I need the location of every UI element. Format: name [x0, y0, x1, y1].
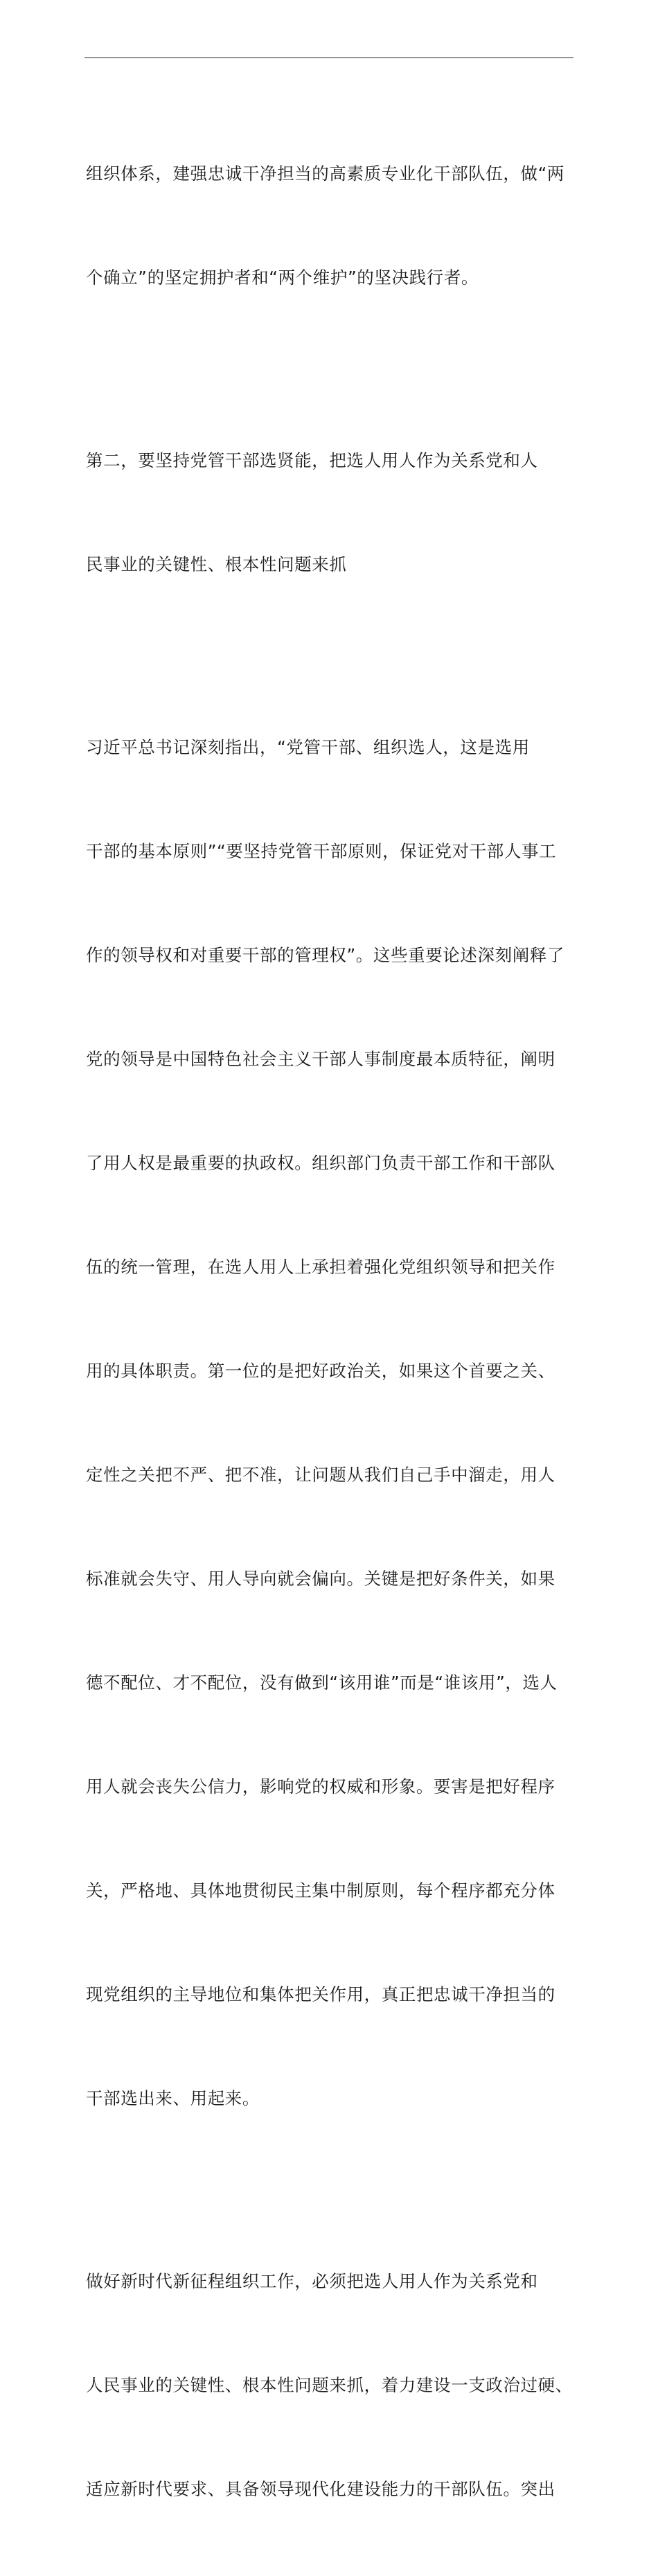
paragraph-2-heading	[86, 374, 573, 651]
text-line: 第二，要坚持党管干部选贤能，把选人用人作为关系党和人	[86, 450, 538, 470]
text-line: 适应新时代要求、具备领导现代化建设能力的干部队伍。突出	[86, 2479, 555, 2499]
text-line: 用人就会丧失公信力，影响党的权威和形象。要害是把好程序	[86, 1776, 555, 1797]
paragraph-1	[86, 87, 573, 364]
paragraph-gap	[86, 651, 573, 661]
text-line: 关，严格地、具体地贯彻民主集中制原则，每个程序都充分体	[86, 1880, 555, 1900]
text-line: 习近平总书记深刻指出，“党管干部、组织选人，这是选用	[86, 737, 530, 757]
text-line: 干部选出来、用起来。	[86, 2088, 260, 2108]
text-line: 用的具体职责。第一位的是把好政治关，如果这个首要之关、	[86, 1361, 555, 1381]
text-line: 组织体系，建强忠诚干净担当的高素质专业化干部队伍，做“两	[86, 164, 564, 184]
text-line: 作的领导权和对重要干部的管理权”。这些重要论述深刻阐释了	[86, 945, 564, 965]
paragraph-3	[86, 661, 573, 2185]
text-line: 伍的统一管理，在选人用人上承担着强化党组织领导和把关作	[86, 1257, 555, 1277]
text-line: 标准就会失守、用人导向就会偏向。关键是把好条件关，如果	[86, 1569, 555, 1589]
text-line: 个确立”的坚定拥护者和“两个维护”的坚决践行者。	[86, 267, 479, 288]
text-line: 定性之关把不严、把不准，让问题从我们自己手中溜走，用人	[86, 1465, 555, 1485]
paragraph-gap	[86, 2185, 573, 2195]
paragraph-4	[86, 2195, 573, 2576]
document-body	[86, 87, 573, 2576]
text-line: 民事业的关键性、根本性问题来抓	[86, 554, 347, 574]
text-line: 党的领导是中国特色社会主义干部人事制度最本质特征，阐明	[86, 1049, 555, 1069]
text-line: 德不配位、才不配位，没有做到“该用谁”而是“谁该用”，选人	[86, 1673, 558, 1693]
text-line: 现党组织的主导地位和集体把关作用，真正把忠诚干净担当的	[86, 1984, 555, 2004]
paragraph-gap	[86, 364, 573, 374]
text-line: 人民事业的关键性、根本性问题来抓，着力建设一支政治过硬、	[86, 2375, 573, 2395]
text-line: 了用人权是最重要的执政权。组织部门负责干部工作和干部队	[86, 1153, 555, 1173]
text-line: 做好新时代新征程组织工作，必须把选人用人作为关系党和	[86, 2271, 538, 2291]
text-line: 干部的基本原则”“要坚持党管干部原则，保证党对干部人事工	[86, 841, 557, 861]
